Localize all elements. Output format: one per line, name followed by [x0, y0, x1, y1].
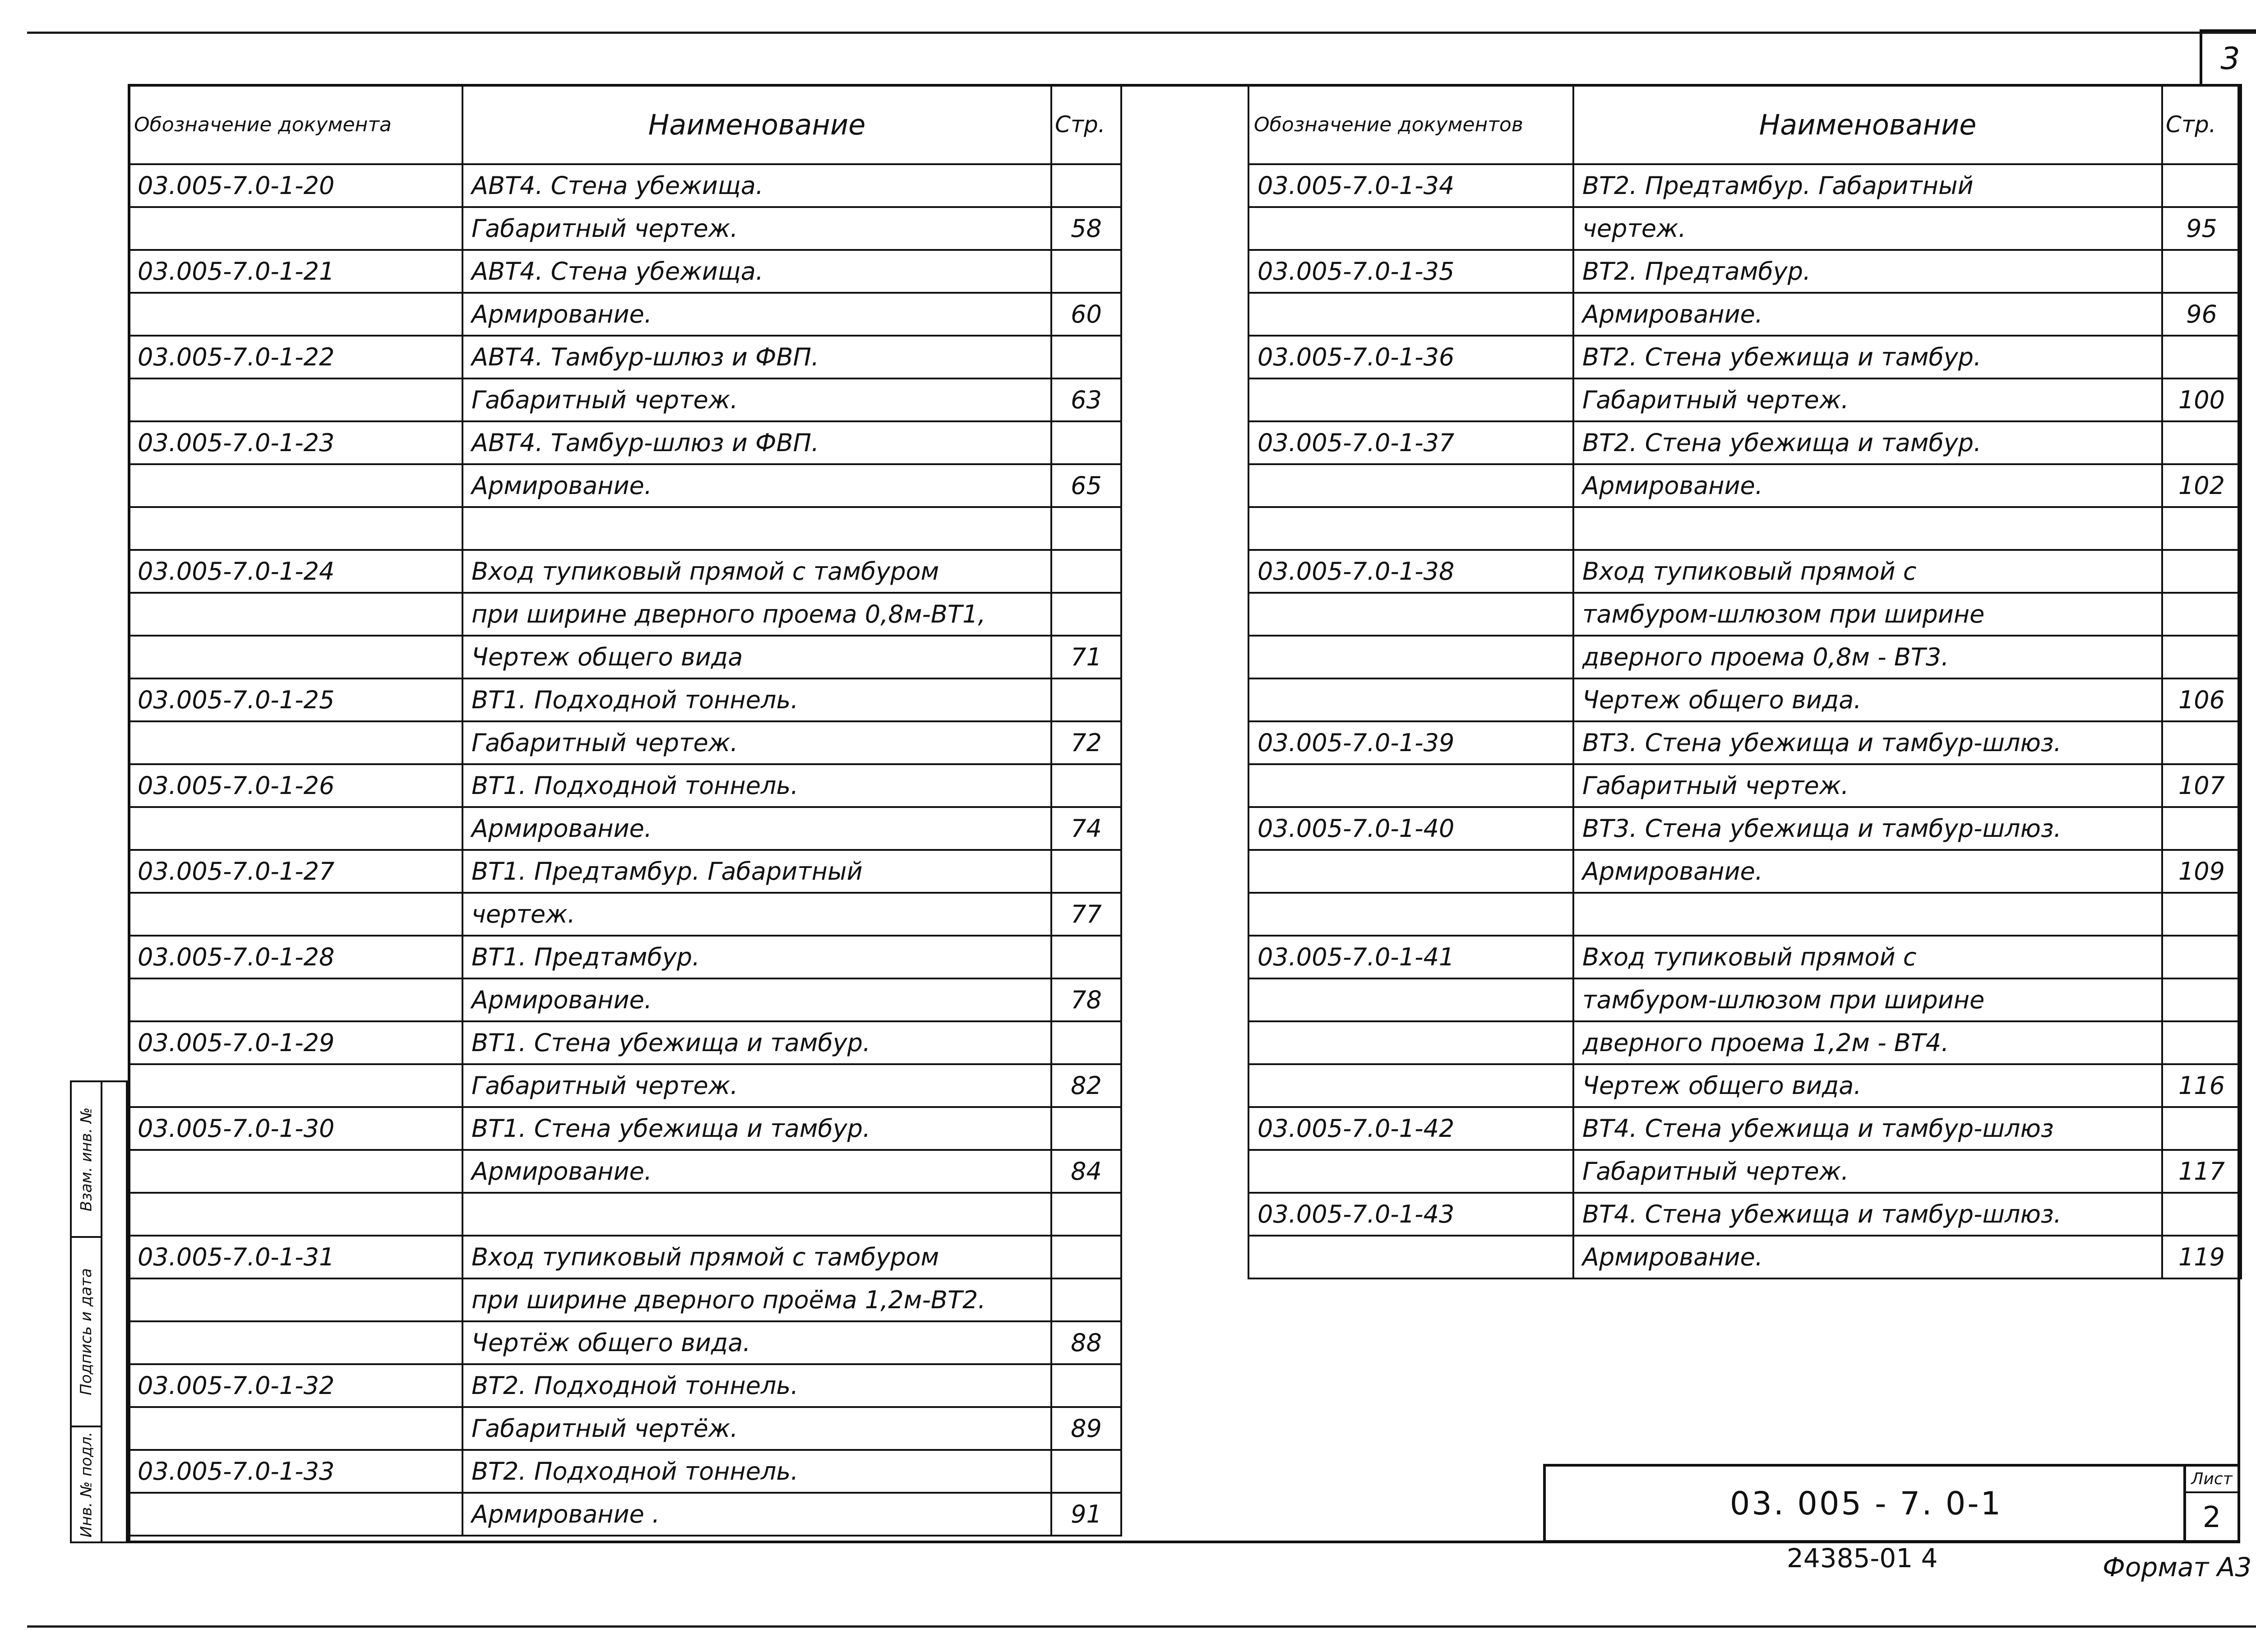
cell-designation [129, 207, 462, 250]
table-row [1248, 464, 2241, 507]
cell-name: чертеж. [462, 893, 1051, 936]
cell-page: 95 [2162, 207, 2241, 250]
cell-page [2162, 1107, 2241, 1150]
cell-designation [129, 893, 462, 936]
cell-name: ВТ1. Стена убежища и тамбур. [462, 1107, 1051, 1150]
table-row [1248, 1021, 2241, 1064]
cell-name: ВТ3. Стена убежища и тамбур-шлюз. [1573, 721, 2162, 764]
cell-name: ВТ1. Предтамбур. [462, 936, 1051, 978]
cell-name: Габаритный чертеж. [462, 721, 1051, 764]
cell-name: Вход тупиковый прямой с [1573, 936, 2162, 978]
cell-name: Армирование. [462, 807, 1051, 850]
side-cell-signature [72, 1238, 101, 1427]
table-row [129, 1450, 1121, 1493]
cell-name: тамбуром-шлюзом при ширине [1573, 978, 2162, 1021]
table-row [1248, 507, 2241, 550]
archive-number: 24385-01 4 [1787, 1543, 1938, 1574]
cell-page [1051, 164, 1121, 207]
cell-page: 88 [1051, 1321, 1121, 1364]
cell-page [1051, 1450, 1121, 1493]
cell-name: ВТ2. Предтамбур. Габаритный [1573, 164, 2162, 207]
cell-page [2162, 164, 2241, 207]
title-stamp [1543, 1464, 2240, 1543]
cell-name: Габаритный чертеж. [1573, 378, 2162, 421]
cell-name: Армирование. [1573, 850, 2162, 893]
table-row [129, 807, 1121, 850]
table-row [129, 1321, 1121, 1364]
cell-designation: 03.005-7.0-1-26 [129, 764, 462, 807]
bottom-trim-line [27, 1625, 2256, 1628]
cell-page: 106 [2162, 678, 2241, 721]
document-index-right [1248, 84, 2242, 1279]
side-cell-replacement [72, 1082, 101, 1238]
cell-page: 91 [1051, 1493, 1121, 1536]
table-row [1248, 1150, 2241, 1193]
table-row [1248, 636, 2241, 678]
table-row [129, 850, 1121, 893]
cell-page [2162, 507, 2241, 550]
cell-page [2162, 636, 2241, 678]
cell-page: 117 [2162, 1150, 2241, 1193]
cell-name: ВТ2. Предтамбур. [1573, 250, 2162, 293]
table-row [129, 250, 1121, 293]
cell-designation [1248, 636, 1573, 678]
table-row [129, 507, 1121, 550]
cell-name [1573, 893, 2162, 936]
cell-page [1051, 1236, 1121, 1278]
header-name: Наименование [1573, 85, 2162, 164]
cell-name: Габаритный чертеж. [1573, 1150, 2162, 1193]
table-row [129, 893, 1121, 936]
cell-page [2162, 1021, 2241, 1064]
cell-page [2162, 807, 2241, 850]
table-row [1248, 550, 2241, 593]
table-row [1248, 678, 2241, 721]
table-row [129, 1407, 1121, 1450]
sheet-label: Лист [2186, 1467, 2238, 1493]
cell-name: АВТ4. Тамбур-шлюз и ФВП. [462, 421, 1051, 464]
cell-page: 100 [2162, 378, 2241, 421]
cell-page: 77 [1051, 893, 1121, 936]
cell-designation: 03.005-7.0-1-33 [129, 1450, 462, 1493]
table-row [1248, 336, 2241, 378]
table-row [129, 764, 1121, 807]
cell-designation: 03.005-7.0-1-21 [129, 250, 462, 293]
cell-name: Чертеж общего вида. [1573, 678, 2162, 721]
cell-name: Вход тупиковый прямой с тамбуром [462, 550, 1051, 593]
cell-designation: 03.005-7.0-1-35 [1248, 250, 1573, 293]
cell-designation [129, 807, 462, 850]
cell-page: 82 [1051, 1064, 1121, 1107]
cell-page [2162, 250, 2241, 293]
cell-designation [129, 1493, 462, 1536]
cell-designation [129, 464, 462, 507]
cell-name: Армирование. [462, 1150, 1051, 1193]
cell-designation: 03.005-7.0-1-37 [1248, 421, 1573, 464]
cell-name: Армирование. [1573, 1236, 2162, 1278]
cell-name: АВТ4. Тамбур-шлюз и ФВП. [462, 336, 1051, 378]
cell-designation [1248, 850, 1573, 893]
cell-name: Армирование. [1573, 464, 2162, 507]
cell-page: 71 [1051, 636, 1121, 678]
table-row [129, 936, 1121, 978]
table-row [129, 550, 1121, 593]
cell-designation [129, 636, 462, 678]
cell-designation [1248, 1236, 1573, 1278]
header-page: Стр. [2162, 85, 2241, 164]
cell-page: 72 [1051, 721, 1121, 764]
table-row [1248, 1236, 2241, 1278]
table-row [1248, 164, 2241, 207]
cell-designation: 03.005-7.0-1-39 [1248, 721, 1573, 764]
cell-name: ВТ4. Стена убежища и тамбур-шлюз. [1573, 1193, 2162, 1236]
cell-page [2162, 978, 2241, 1021]
cell-designation [129, 1407, 462, 1450]
cell-designation [1248, 464, 1573, 507]
table-row [1248, 1193, 2241, 1236]
cell-page [1051, 1193, 1121, 1236]
cell-name: Габаритный чертёж. [462, 1407, 1051, 1450]
cell-designation: 03.005-7.0-1-25 [129, 678, 462, 721]
cell-page [1051, 764, 1121, 807]
side-cell-inventory [72, 1427, 101, 1541]
cell-designation: 03.005-7.0-1-29 [129, 1021, 462, 1064]
table-header [129, 85, 1121, 164]
cell-page: 116 [2162, 1064, 2241, 1107]
cell-page: 119 [2162, 1236, 2241, 1278]
cell-page [1051, 593, 1121, 636]
table-row [1248, 807, 2241, 850]
cell-designation [1248, 678, 1573, 721]
cell-name: Армирование. [462, 978, 1051, 1021]
cell-name: Вход тупиковый прямой с [1573, 550, 2162, 593]
table-row [129, 636, 1121, 678]
stamp-sheet-box [2183, 1467, 2238, 1540]
cell-page [2162, 550, 2241, 593]
cell-designation: 03.005-7.0-1-22 [129, 336, 462, 378]
header-name: Наименование [462, 85, 1051, 164]
cell-page [1051, 336, 1121, 378]
cell-designation: 03.005-7.0-1-36 [1248, 336, 1573, 378]
cell-name: ВТ2. Стена убежища и тамбур. [1573, 421, 2162, 464]
cell-designation: 03.005-7.0-1-43 [1248, 1193, 1573, 1236]
cell-name: ВТ1. Предтамбур. Габаритный [462, 850, 1051, 893]
cell-page [1051, 678, 1121, 721]
table-row [129, 207, 1121, 250]
cell-name: АВТ4. Стена убежища. [462, 164, 1051, 207]
cell-page [1051, 1107, 1121, 1150]
table-row [129, 1278, 1121, 1321]
cell-designation: 03.005-7.0-1-40 [1248, 807, 1573, 850]
cell-name: дверного проема 0,8м - ВТ3. [1573, 636, 2162, 678]
cell-page: 60 [1051, 293, 1121, 336]
cell-designation: 03.005-7.0-1-30 [129, 1107, 462, 1150]
cell-name: ВТ1. Стена убежища и тамбур. [462, 1021, 1051, 1064]
cell-name: ВТ4. Стена убежища и тамбур-шлюз [1573, 1107, 2162, 1150]
cell-designation [1248, 593, 1573, 636]
cell-designation [1248, 293, 1573, 336]
table-row [1248, 421, 2241, 464]
cell-designation [129, 1064, 462, 1107]
cell-name: ВТ3. Стена убежища и тамбур-шлюз. [1573, 807, 2162, 850]
side-label: Инв. № подл. [77, 1431, 96, 1537]
table-row [1248, 893, 2241, 936]
top-trim-line [27, 32, 2256, 34]
cell-page: 58 [1051, 207, 1121, 250]
cell-name: Армирование . [462, 1493, 1051, 1536]
table-row [1248, 850, 2241, 893]
table-row [129, 721, 1121, 764]
cell-page [2162, 721, 2241, 764]
cell-designation [1248, 1150, 1573, 1193]
table-row [129, 464, 1121, 507]
cell-designation [129, 507, 462, 550]
cell-page: 74 [1051, 807, 1121, 850]
cell-designation [129, 1193, 462, 1236]
cell-designation [129, 721, 462, 764]
cell-page: 89 [1051, 1407, 1121, 1450]
table-row [129, 1193, 1121, 1236]
table-header [1248, 85, 2241, 164]
cell-designation [129, 378, 462, 421]
cell-designation [1248, 207, 1573, 250]
cell-name: Габаритный чертеж. [462, 1064, 1051, 1107]
cell-page [1051, 250, 1121, 293]
table-row [129, 336, 1121, 378]
cell-designation: 03.005-7.0-1-28 [129, 936, 462, 978]
table-row [129, 421, 1121, 464]
cell-page [1051, 850, 1121, 893]
cell-designation: 03.005-7.0-1-34 [1248, 164, 1573, 207]
cell-name: ВТ2. Подходной тоннель. [462, 1364, 1051, 1407]
cell-page: 65 [1051, 464, 1121, 507]
cell-page [2162, 1193, 2241, 1236]
cell-designation: 03.005-7.0-1-23 [129, 421, 462, 464]
table-row [1248, 1107, 2241, 1150]
cell-name: дверного проема 1,2м - ВТ4. [1573, 1021, 2162, 1064]
cell-page [2162, 421, 2241, 464]
table-row [129, 678, 1121, 721]
cell-designation [1248, 507, 1573, 550]
cell-page: 107 [2162, 764, 2241, 807]
cell-designation: 03.005-7.0-1-24 [129, 550, 462, 593]
table-row [129, 1493, 1121, 1536]
cell-name: ВТ2. Подходной тоннель. [462, 1450, 1051, 1493]
cell-designation [1248, 978, 1573, 1021]
table-row [129, 164, 1121, 207]
cell-designation [129, 978, 462, 1021]
sheet-number: 3 [2200, 29, 2256, 86]
cell-designation: 03.005-7.0-1-31 [129, 1236, 462, 1278]
cell-page [1051, 421, 1121, 464]
cell-name: Чертеж общего вида [462, 636, 1051, 678]
cell-page [1051, 1278, 1121, 1321]
table-row [1248, 1064, 2241, 1107]
side-strip-column [101, 1082, 129, 1541]
cell-page [2162, 593, 2241, 636]
table-row [129, 1364, 1121, 1407]
table-row [129, 978, 1121, 1021]
cell-page [1051, 507, 1121, 550]
table-row [1248, 764, 2241, 807]
cell-name: чертеж. [1573, 207, 2162, 250]
cell-designation [129, 1150, 462, 1193]
cell-page: 63 [1051, 378, 1121, 421]
cell-designation [1248, 1021, 1573, 1064]
cell-name: ВТ1. Подходной тоннель. [462, 764, 1051, 807]
cell-page: 102 [2162, 464, 2241, 507]
table-row [129, 378, 1121, 421]
table-row [1248, 207, 2241, 250]
cell-designation: 03.005-7.0-1-41 [1248, 936, 1573, 978]
cell-name: тамбуром-шлюзом при ширине [1573, 593, 2162, 636]
table-row [1248, 978, 2241, 1021]
cell-page [2162, 893, 2241, 936]
cell-page [1051, 550, 1121, 593]
cell-name: Армирование. [462, 464, 1051, 507]
cell-name: Чертёж общего вида. [462, 1321, 1051, 1364]
left-rows [129, 164, 1121, 1536]
cell-designation: 03.005-7.0-1-20 [129, 164, 462, 207]
right-rows [1248, 164, 2241, 1278]
cell-page [2162, 936, 2241, 978]
cell-name: Габаритный чертеж. [1573, 764, 2162, 807]
cell-designation: 03.005-7.0-1-32 [129, 1364, 462, 1407]
table-row [129, 593, 1121, 636]
cell-name: ВТ1. Подходной тоннель. [462, 678, 1051, 721]
cell-designation [1248, 764, 1573, 807]
document-code: 03. 005 - 7. 0-1 [1729, 1485, 2003, 1522]
cell-name: Армирование. [462, 293, 1051, 336]
cell-designation: 03.005-7.0-1-42 [1248, 1107, 1573, 1150]
cell-name [462, 1193, 1051, 1236]
cell-name: АВТ4. Стена убежища. [462, 250, 1051, 293]
header-designation: Обозначение документа [129, 85, 462, 164]
cell-designation [1248, 1064, 1573, 1107]
table-row [129, 1107, 1121, 1150]
cell-page: 109 [2162, 850, 2241, 893]
table-row [1248, 936, 2241, 978]
cell-name: Вход тупиковый прямой с тамбуром [462, 1236, 1051, 1278]
cell-name: ВТ2. Стена убежища и тамбур. [1573, 336, 2162, 378]
cell-name: при ширине дверного проема 0,8м-ВТ1, [462, 593, 1051, 636]
cell-designation: 03.005-7.0-1-38 [1248, 550, 1573, 593]
format-label: Формат А3 [2103, 1552, 2252, 1583]
cell-designation [1248, 893, 1573, 936]
table-row [1248, 593, 2241, 636]
cell-designation [129, 1278, 462, 1321]
cell-page [1051, 1364, 1121, 1407]
cell-designation [129, 593, 462, 636]
table-row [129, 1021, 1121, 1064]
document-index-left [128, 84, 1122, 1537]
cell-page [1051, 1021, 1121, 1064]
cell-name: Габаритный чертеж. [462, 378, 1051, 421]
table-row [1248, 250, 2241, 293]
cell-name [462, 507, 1051, 550]
table-row [129, 1150, 1121, 1193]
side-label: Взам. инв. № [77, 1107, 96, 1211]
table-row [129, 1236, 1121, 1278]
sheet-value: 2 [2202, 1501, 2221, 1534]
cell-designation [129, 293, 462, 336]
table-row [129, 1064, 1121, 1107]
table-row [1248, 293, 2241, 336]
cell-page: 84 [1051, 1150, 1121, 1193]
cell-page [1051, 936, 1121, 978]
cell-name: Чертеж общего вида. [1573, 1064, 2162, 1107]
table-row [1248, 721, 2241, 764]
table-row [1248, 378, 2241, 421]
cell-designation [129, 1321, 462, 1364]
approval-side-strip [70, 1080, 128, 1543]
cell-name: Армирование. [1573, 293, 2162, 336]
cell-designation [1248, 378, 1573, 421]
cell-page [2162, 336, 2241, 378]
cell-name: при ширине дверного проёма 1,2м-ВТ2. [462, 1278, 1051, 1321]
cell-designation: 03.005-7.0-1-27 [129, 850, 462, 893]
header-page: Стр. [1051, 85, 1121, 164]
table-row [129, 293, 1121, 336]
cell-page: 96 [2162, 293, 2241, 336]
side-label: Подпись и дата [77, 1268, 96, 1395]
header-designation: Обозначение документов [1248, 85, 1573, 164]
cell-name: Габаритный чертеж. [462, 207, 1051, 250]
cell-page: 78 [1051, 978, 1121, 1021]
cell-name [1573, 507, 2162, 550]
